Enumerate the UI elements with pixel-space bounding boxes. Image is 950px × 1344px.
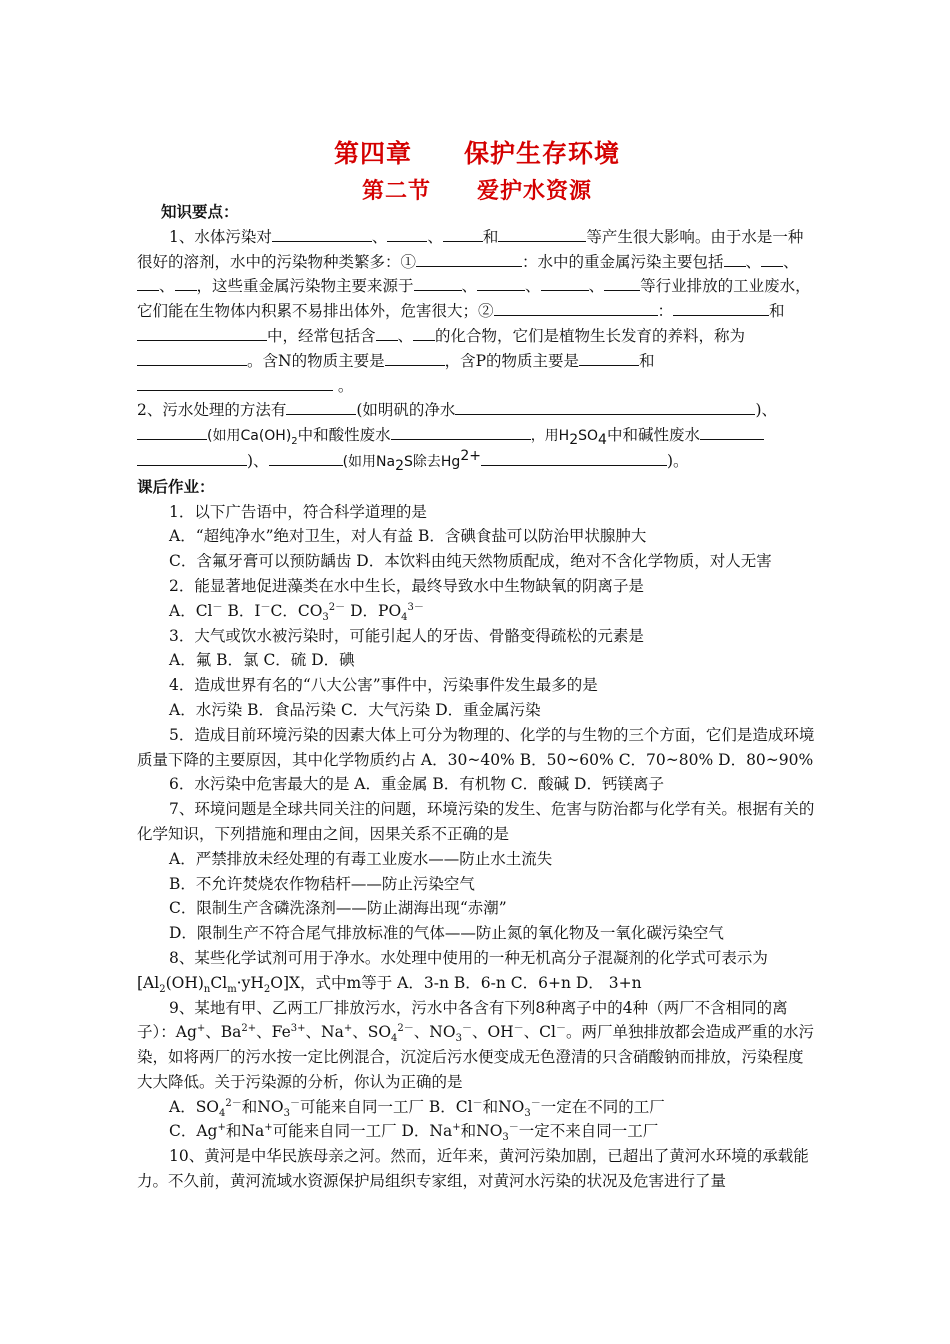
question-1-options-ab: A．“超纯净水”绝对卫生，对人有益 B．含碘食盐可以防治甲状腺肿大: [169, 527, 647, 546]
question-3: 3．大气或饮水被污染时，可能引起人的牙齿、骨骼变得疏松的元素是: [169, 626, 644, 645]
question-8: 8、某些化学试剂可用于净水。水处理中使用的一种无机高分子混凝剂的化学式可表示为$[Al_2(OH)_nCl_m\cdot yH_2O]X$，式中m等于 A．3-n B．6-n C．6+n D． 3+n: [137, 948, 768, 995]
question-7: 7、环境问题是全球共同关注的问题，环境污染的发生、危害与防治都与化学有关。根据有关的化学知识，下列措施和理由之间，因果关系不正确的是: [137, 800, 815, 843]
knowledge-point-1: 1、水体污染对 、 、 和 等产生很大影响。由于水是一种很好的溶剂，水中的污染物种类繁多：① ：水中的重金属污染主要包括 、 、、 ，这些重金属污染物主要来源于 、 、 、 等行业排放的工业废水，它们能在生物体内积累不易排出体外，危害很大；② ： 和中，经常包括含 、 的化合物，它们是植物生长发育的养料，称为。含N的物质主要是 ，含P的物质主要是 和 。: [137, 225, 817, 399]
question-7-option-d: D．限制生产不符合尾气排放标准的气体——防止氮的氧化物及一氧化碳污染空气: [169, 924, 724, 943]
question-9-options-cd: C．Ag+和Na+可能来自同一工厂 D．Na+和$NO_3^-$一定不来自同一工厂: [169, 1122, 659, 1144]
question-6: 6．水污染中危害最大的是 A．重金属 B．有机物 C．酸碱 D．钙镁离子: [169, 775, 664, 794]
section-title: 第二节 爱护水资源: [361, 179, 592, 204]
question-9: 9、某地有甲、乙两工厂排放污水，污水中各含有下列8种离子中的4种（两厂不含相同的离子）：Ag+、$Ba^{2+}$、$Fe^{3+}$、Na+、$SO_4^{2-}$、$NO_3^-$、OH－、Cl－。两厂单独排放都会造成严重的水污染，如将两厂的污水按一定比例混合，沉淀后污水便变成无色澄清的只含硝酸钠而排放，污染程度大大降低。关于污染源的分析，你认为正确的是: [137, 998, 815, 1091]
homework-heading: 课后作业：: [137, 476, 215, 496]
question-9-options-ab: A．$SO_4^{2-}$和$NO_3^-$可能来自同一工厂 B．Cl－和$NO_3^-$一定在不同的工厂: [169, 1097, 665, 1119]
question-1-options-cd: C．含氟牙膏可以预防龋齿 D．本饮料由纯天然物质配成，绝对不含化学物质，对人无害: [169, 552, 772, 571]
question-5: 5．造成目前环境污染的因素大体上可分为物理的、化学的与生物的三个方面，它们是造成环境质量下降的主要原因，其中化学物质约占 A．30~40% B．50~60% C．70~80% D．80~90%: [137, 725, 815, 769]
document-body: [137, 200, 817, 1194]
question-4-options: A．水污染 B．食品污染 C．大气污染 D．重金属污染: [169, 700, 541, 719]
question-2-options: A．Cl－ B．I－C．$CO_3^{2-}$ D．$PO_4^{3-}$: [169, 601, 424, 623]
knowledge-heading: 知识要点：: [161, 202, 239, 221]
question-1: 1．以下广告语中，符合科学道理的是: [169, 502, 427, 521]
chapter-title: 第四章 保护生存环境: [333, 139, 620, 168]
question-3-options: A．氟 B．氯 C．硫 D．碘: [169, 651, 355, 670]
question-7-option-a: A．严禁排放未经处理的有毒工业废水——防止水土流失: [169, 849, 553, 868]
question-10: 10、黄河是中华民族母亲之河。然而，近年来，黄河污染加剧，已超出了黄河水环境的承载能力。不久前，黄河流域水资源保护局组织专家组，对黄河水污染的状况及危害进行了量: [137, 1147, 809, 1191]
knowledge-point-2: 2、污水处理的方法有 (如明矾的净水 )、(如用$Ca(OH)_2$中和酸性废水 ，用$H_2SO_4$中和碱性废水)、 (如用$Na_2S$除去$Hg^{2+}$ )。: [137, 398, 817, 474]
question-2: 2．能显著地促进藻类在水中生长，最终导致水中生物缺氧的阴离子是: [169, 576, 644, 595]
question-7-option-c: C．限制生产含磷洗涤剂——防止湖海出现“赤潮”: [169, 899, 507, 918]
question-4: 4．造成世界有名的“八大公害”事件中，污染事件发生最多的是: [169, 676, 598, 695]
question-7-option-b: B．不允许焚烧农作物秸杆——防止污染空气: [169, 874, 475, 893]
